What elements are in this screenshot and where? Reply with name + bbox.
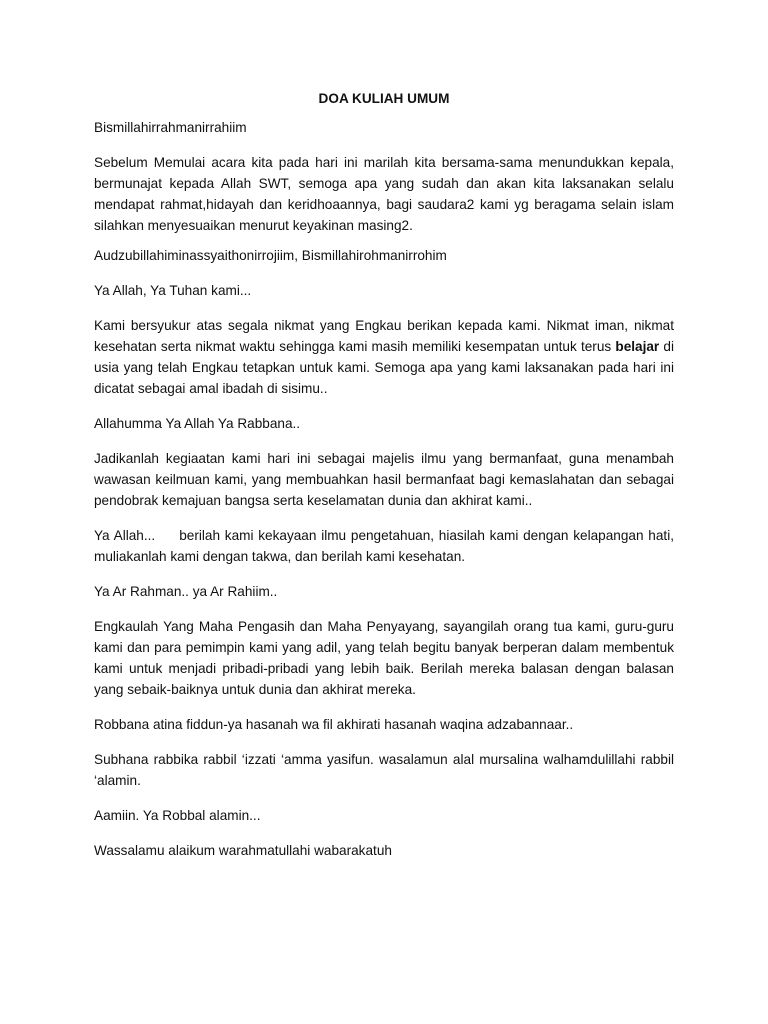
request-text: berilah kami kekayaan ilmu pengetahuan, hiasilah kami dengan kelapangan hati, muliakanlah kami dengan takwa, dan berilah kami kesehatan. <box>94 528 675 564</box>
paragraph-majelis-ilmu: Jadikanlah kegiaatan kami hari ini sebagai majelis ilmu yang bermanfaat, guna menambah wawasan keilmuan kami, yang membuahkan hasil bermanfaat bagi kemaslahatan dan sebagai pendobrak kemajuan bangsa serta keselamatan dunia dan akhirat kami.. <box>94 451 674 508</box>
document-title: DOA KULIAH UMUM <box>318 91 450 106</box>
paragraph-parents-teachers: Engkaulah Yang Maha Pengasih dan Maha Penyayang, sayangilah orang tua kami, guru-guru kami dan para pemimpin kami yang adil, yang telah begitu banyak berperan dalam membentuk kami untuk menjadi pribadi-pribadi yang lebih baik. Berilah mereka balasan dengan balasan yang sebaik-baiknya untuk dunia dan akhirat mereka. <box>94 619 674 697</box>
paragraph-ya-allah-request <box>94 525 674 567</box>
opening-bismillah: Bismillahirrahmanirrahiim <box>94 120 247 135</box>
paragraph-subhana: Subhana rabbika rabbil ‘izzati ‘amma yasifun. wasalamun alal mursalina walhamdulillahi rabbil ‘alamin. <box>94 752 674 788</box>
paragraph-closing-salam: Wassalamu alaikum warahmatullahi wabarakatuh <box>94 843 392 858</box>
gratitude-text-start: Kami bersyukur atas segala nikmat yang Engkau berikan kepada kami. Nikmat iman, nikmat kesehatan serta nikmat waktu sehingga kami masih memiliki kesempatan untuk terus <box>94 318 674 354</box>
gratitude-text-end: di usia yang telah Engkau tetapkan untuk kami. Semoga apa yang kami laksanakan pada hari ini dicatat sebagai amal ibadah di sisimu.. <box>94 339 674 396</box>
paragraph-aamiin: Aamiin. Ya Robbal alamin... <box>94 808 261 823</box>
paragraph-taawudz: Audzubillahiminassyaithonirrojiim, Bismillahirohmanirrohim <box>94 248 447 263</box>
gratitude-bold-word: belajar <box>615 339 660 354</box>
paragraph-ar-rahman: Ya Ar Rahman.. ya Ar Rahiim.. <box>94 584 278 599</box>
document-body <box>94 88 674 870</box>
request-opening: Ya Allah... <box>94 528 156 543</box>
paragraph-robbana: Robbana atina fiddun-ya hasanah wa fil akhirati hasanah waqina adzabannaar.. <box>94 717 574 732</box>
paragraph-opening-invitation: Sebelum Memulai acara kita pada hari ini marilah kita bersama-sama menundukkan kepala, bermunajat kepada Allah SWT, semoga apa yang sudah dan akan kita laksanakan selalu mendapat rahmat,hidayah dan keridhoaannya, bagi saudara2 kami yg beragama selain islam silahkan menyesuaikan menurut keyakinan masing2. <box>94 155 674 233</box>
paragraph-gratitude <box>94 315 674 399</box>
paragraph-allahumma: Allahumma Ya Allah Ya Rabbana.. <box>94 416 301 431</box>
paragraph-ya-allah: Ya Allah, Ya Tuhan kami... <box>94 283 252 298</box>
